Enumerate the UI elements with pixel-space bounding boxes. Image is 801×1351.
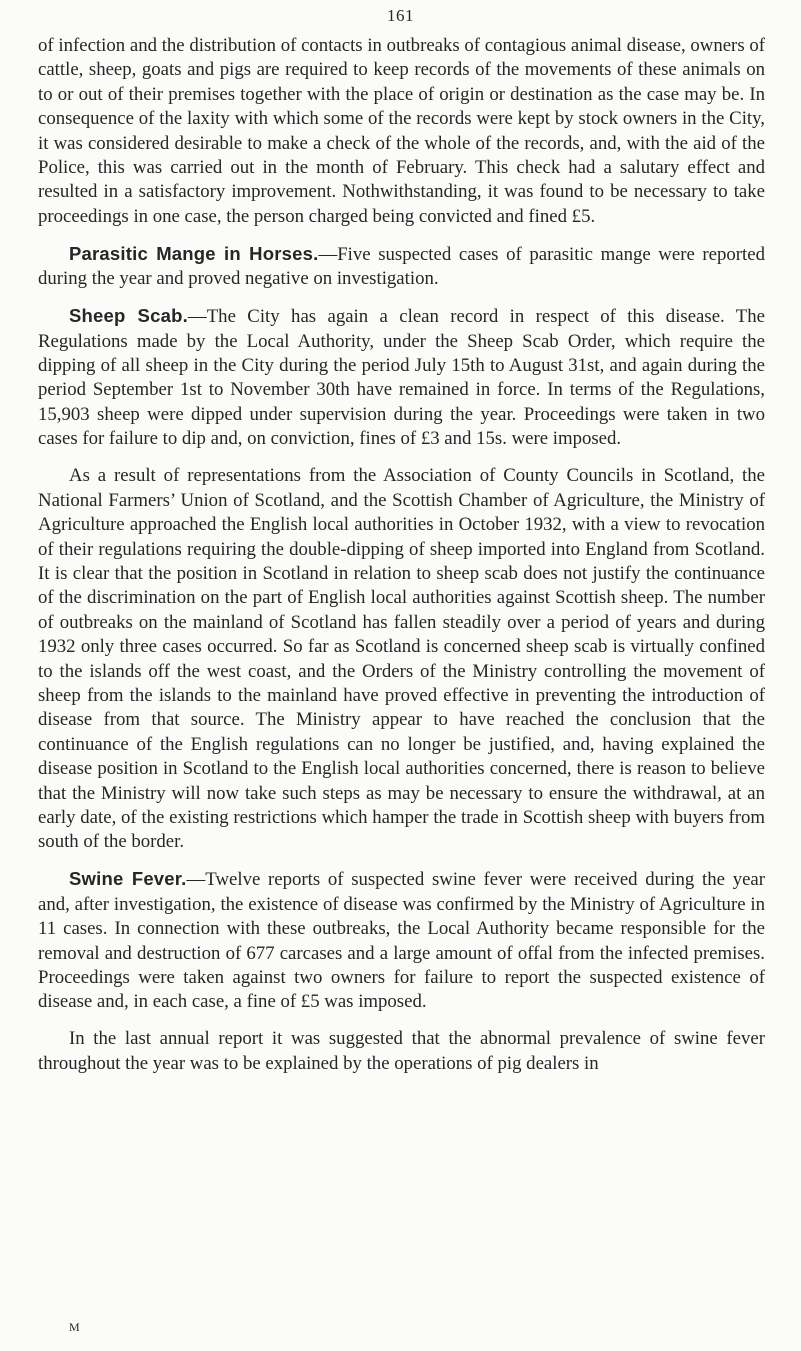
- paragraph-text: In the last annual report it was suggested that the abnormal prevalence of swine fever throughout the year was to be explained by the operations of pig dealers in: [38, 1028, 765, 1074]
- page-number: 161: [387, 6, 414, 25]
- body-text: [38, 34, 765, 1076]
- section-heading-swine-fever: Swine Fever.: [69, 868, 187, 890]
- paragraph-infection-contacts: [38, 34, 765, 229]
- paragraph-sheep-scab: [38, 304, 765, 451]
- signature-mark: M: [69, 1320, 81, 1334]
- paragraph-text: of infection and the distribution of contacts in outbreaks of contagious animal disease, owners of cattle, sheep, goats and pigs are required to keep records of the movements of these animals on to or out of their premises together with the place of origin or destination as the case may be. In consequence of the laxity with which some of the records were kept by stock owners in the City, it was considered desirable to make a check of the whole of the records, and, with the aid of the Police, this was carried out in the month of February. This check had a salutary effect and resulted in a satisfactory improvement. Nothwithstanding, it was found to be necessary to take proceedings in one case, the person charged being convicted and fined £5.: [38, 35, 765, 227]
- paragraph-text: As a result of representations from the Association of County Councils in Scotland, the National Farmers’ Union of Scotland, and the Scottish Chamber of Agriculture, the Ministry of Agriculture approached the English local authorities in October 1932, with a view to revocation of their regulations requiring the double-dipping of sheep imported into England from Scotland. It is clear that the position in Scotland in relation to sheep scab does not justify the continuance of the discrimination on the part of English local authorities against Scottish sheep. The number of outbreaks on the mainland of Scotland has fallen steadily over a period of years and during 1932 only three cases occurred. So far as Scotland is concerned sheep scab is virtually confined to the islands off the west coast, and the Orders of the Ministry controlling the movement of sheep from the islands to the mainland have proved effective in preventing the introduction of disease from that source. The Ministry appear to have reached the conclusion that the continuance of the English regulations can no longer be justified, and, having explained the disease position in Scotland to the English local authorities concerned, there is reason to believe that the Ministry will now take such steps as may be necessary to ensure the withdrawal, at an early date, of the existing restrictions which hamper the trade in Scottish sheep with buyers from south of the border.: [38, 465, 765, 853]
- paragraph-text: —The City has again a clean record in respect of this disease. The Regulations made by the Local Authority, under the Sheep Scab Order, which require the dipping of all sheep in the City during the period July 15th to August 31st, and again during the period September 1st to November 30th have remained in force. In terms of the Regulations, 15,903 sheep were dipped under supervision during the year. Proceedings were taken in two cases for failure to dip and, on conviction, fines of £3 and 15s. were imposed.: [38, 306, 765, 450]
- paragraph-parasitic-mange: [38, 242, 765, 292]
- paragraph-text: —Five suspected cases of parasitic mange were reported during the year and proved negative on investigation.: [38, 243, 765, 290]
- section-heading-sheep-scab: Sheep Scab.: [69, 305, 188, 327]
- section-heading-parasitic-mange: Parasitic Mange in Horses.: [69, 242, 319, 264]
- paragraph-swine-fever: [38, 867, 765, 1014]
- paragraph-text: —Twelve reports of suspected swine fever were received during the year and, after investigation, the existence of disease was confirmed by the Ministry of Agriculture in 11 cases. In connection with these outbreaks, the Local Authority became responsible for the removal and destruction of 677 carcases and a large amount of offal from the infected premises. Proceedings were taken against two owners for failure to report the suspected existence of disease and, in each case, a fine of £5 was imposed.: [38, 869, 766, 1013]
- paragraph-last-report: [38, 1027, 765, 1076]
- paragraph-representations: [38, 464, 765, 855]
